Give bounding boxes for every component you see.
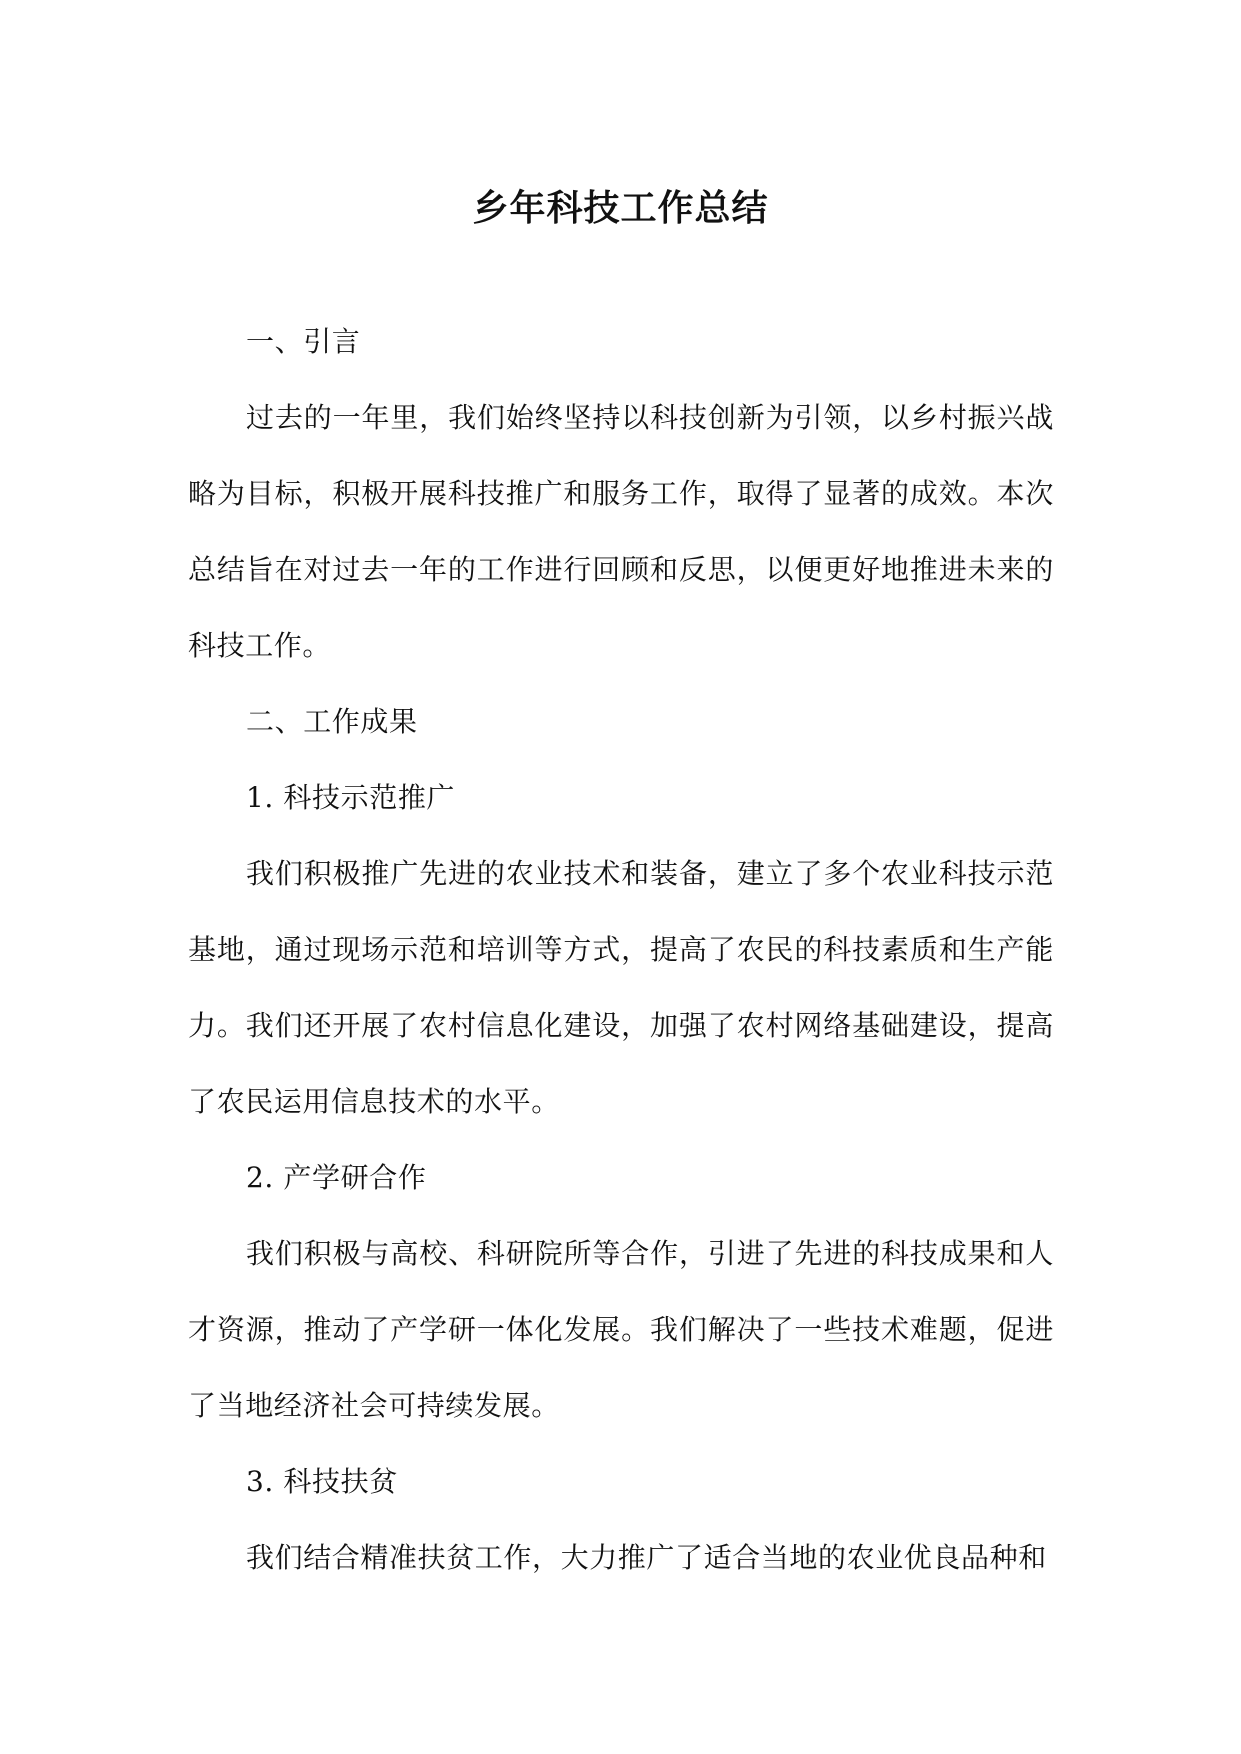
- paragraph-poverty: 我们结合精准扶贫工作，大力推广了适合当地的农业优良品种和: [246, 1541, 1047, 1574]
- subsection-heading-cooperation: 2. 产学研合作: [246, 1161, 427, 1194]
- paragraph-cooperation: 我们积极与高校、科研院所等合作，引进了先进的科技成果和人才资源，推动了产学研一体化发展。我们解决了一些技术难题，促进了当地经济社会可持续发展。: [188, 1237, 1054, 1422]
- subsection-heading-poverty: 3. 科技扶贫: [246, 1465, 398, 1498]
- paragraph-intro: 过去的一年里，我们始终坚持以科技创新为引领，以乡村振兴战略为目标，积极开展科技推广和服务工作，取得了显著的成效。本次总结旨在对过去一年的工作进行回顾和反思，以便更好地推进未来的科技工作。: [188, 401, 1054, 662]
- paragraph-demo: 我们积极推广先进的农业技术和装备，建立了多个农业科技示范基地，通过现场示范和培训等方式，提高了农民的科技素质和生产能力。我们还开展了农村信息化建设，加强了农村网络基础建设，提高了农民运用信息技术的水平。: [188, 857, 1054, 1118]
- subsection-heading-demo: 1. 科技示范推广: [246, 781, 456, 814]
- section-heading-intro: 一、引言: [246, 325, 361, 358]
- document-body: [188, 304, 1054, 1596]
- document-title: 乡年科技工作总结: [472, 187, 769, 229]
- section-heading-results: 二、工作成果: [246, 705, 418, 738]
